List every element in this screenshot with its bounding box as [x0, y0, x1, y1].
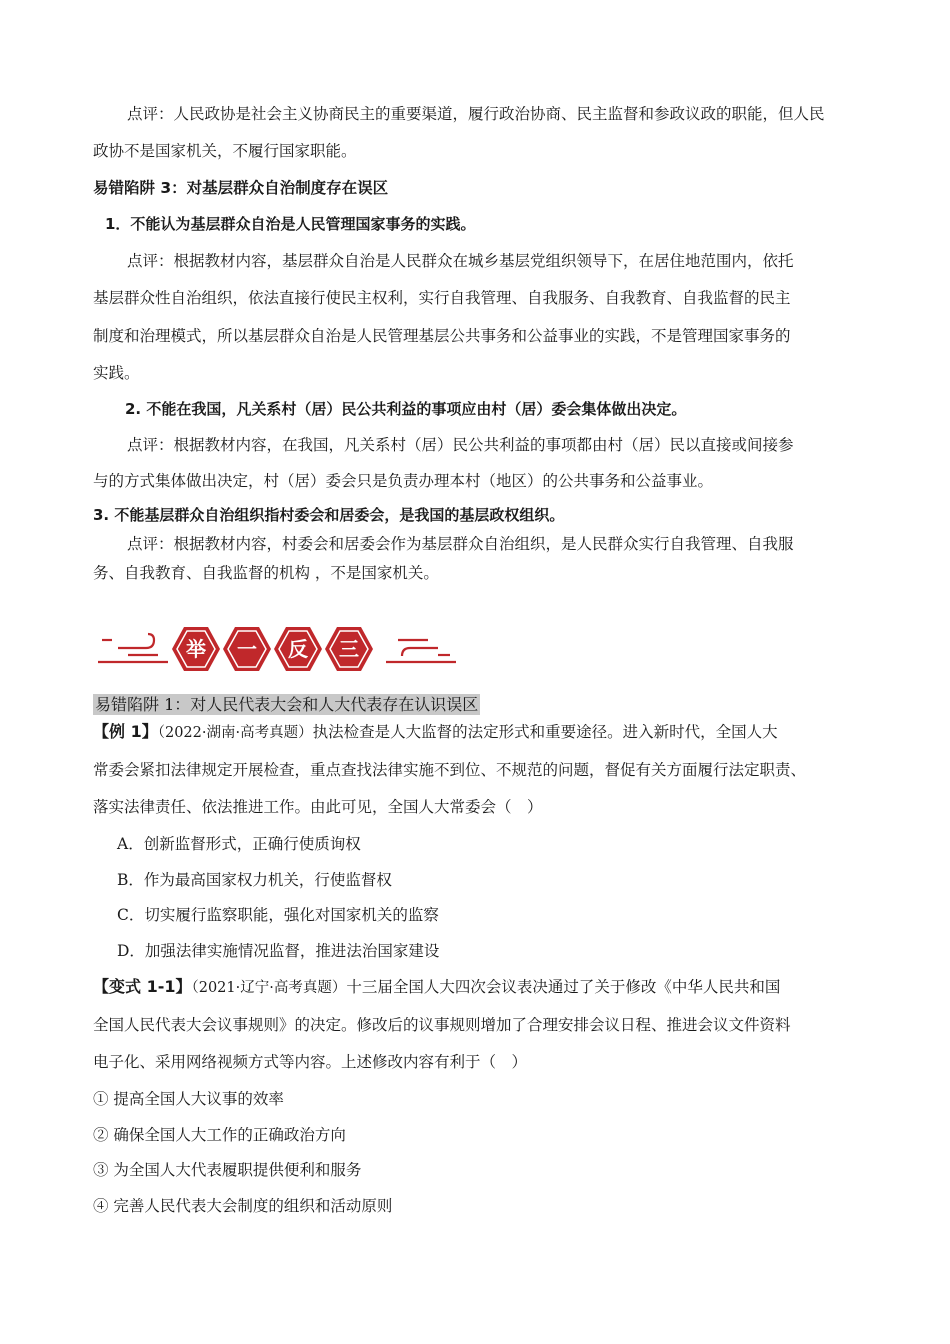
- item-title: 1．不能认为基层群众自治是人民管理国家事务的实践。: [105, 215, 476, 233]
- banner-char: 举: [186, 637, 206, 661]
- comment-text: 点评：根据教材内容，基层群众自治是人民群众在城乡基层党组织领导下，在居住地范围内，依托: [127, 252, 794, 270]
- example-source: （2022·湖南·高考真题）: [157, 725, 313, 741]
- section-banner: [98, 618, 458, 678]
- banner-char: 一: [237, 637, 257, 661]
- question-text: 电子化、采用网络视频方式等内容。上述修改内容有利于（ ）: [93, 1053, 528, 1071]
- question-text: 落实法律责任、依法推进工作。由此可见，全国人大常委会（ ）: [93, 798, 543, 816]
- banner-char: 三: [339, 637, 359, 661]
- statement-option: ① 提高全国人大议事的效率: [93, 1090, 284, 1108]
- statement-option: ② 确保全国人大工作的正确政治方向: [93, 1126, 346, 1144]
- question-text: 全国人民代表大会议事规则》的决定。修改后的议事规则增加了合理安排会议日程、推进会议文件资料: [93, 1016, 791, 1034]
- question-text: 十三届全国人大四次会议表决通过了关于修改《中华人民共和国: [346, 978, 781, 996]
- variant-intro: [93, 977, 780, 998]
- comment-text: 基层群众性自治组织，依法直接行使民主权利，实行自我管理、自我服务、自我教育、自我监督的民主: [93, 289, 791, 307]
- section-heading: 易错陷阱 3：对基层群众自治制度存在误区: [93, 179, 389, 197]
- answer-option: A．创新监督形式，正确行使质询权: [117, 835, 361, 853]
- variant-tag: 【变式 1-1】: [93, 977, 192, 996]
- comment-text: 制度和治理模式，所以基层群众自治是人民管理基层公共事务和公益事业的实践，不是管理国家事务的: [93, 327, 791, 345]
- question-text: 常委会紧扣法律规定开展检查，重点查找法律实施不到位、不规范的问题，督促有关方面履行法定职责、: [93, 761, 807, 779]
- statement-option: ③ 为全国人大代表履职提供便利和服务: [93, 1161, 362, 1179]
- example-intro: [93, 722, 778, 743]
- highlighted-heading: 易错陷阱 1：对人民代表大会和人大代表存在认识误区: [95, 695, 479, 714]
- banner-char: 反: [288, 637, 308, 661]
- answer-option: C．切实履行监察职能，强化对国家机关的监察: [117, 906, 439, 924]
- question-text: 执法检查是人大监督的法定形式和重要途径。进入新时代，全国人大: [312, 723, 778, 741]
- comment-text: 政协不是国家机关，不履行国家职能。: [93, 142, 357, 160]
- comment-text: 点评：根据教材内容，在我国，凡关系村（居）民公共利益的事项都由村（居）民以直接或间接参: [127, 436, 794, 454]
- banner-graphic: [98, 618, 458, 678]
- answer-option: B．作为最高国家权力机关，行使监督权: [117, 871, 392, 889]
- item-title: 2. 不能在我国，凡关系村（居）民公共利益的事项应由村（居）委会集体做出决定。: [125, 400, 687, 418]
- comment-text: 实践。: [93, 364, 140, 382]
- comment-text: 点评：根据教材内容，村委会和居委会作为基层群众自治组织，是人民群众实行自我管理、自我服: [127, 535, 794, 553]
- example-tag: 【例 1】: [93, 722, 158, 741]
- item-title: 3. 不能基层群众自治组织指村委会和居委会，是我国的基层政权组织。: [93, 506, 565, 524]
- section-heading: [93, 695, 480, 715]
- variant-source: （2021·辽宁·高考真题）: [191, 980, 347, 996]
- comment-text: 与的方式集体做出决定，村（居）委会只是负责办理本村（地区）的公共事务和公益事业。: [93, 472, 714, 490]
- comment-text: 务、自我教育、自我监督的机构 ，不是国家机关。: [93, 564, 439, 582]
- statement-option: ④ 完善人民代表大会制度的组织和活动原则: [93, 1197, 393, 1215]
- comment-text: 点评：人民政协是社会主义协商民主的重要渠道，履行政治协商、民主监督和参政议政的职能，但人民: [127, 105, 825, 123]
- answer-option: D．加强法律实施情况监督，推进法治国家建设: [117, 942, 440, 960]
- right-ornament: [386, 640, 456, 662]
- left-ornament: [98, 634, 168, 662]
